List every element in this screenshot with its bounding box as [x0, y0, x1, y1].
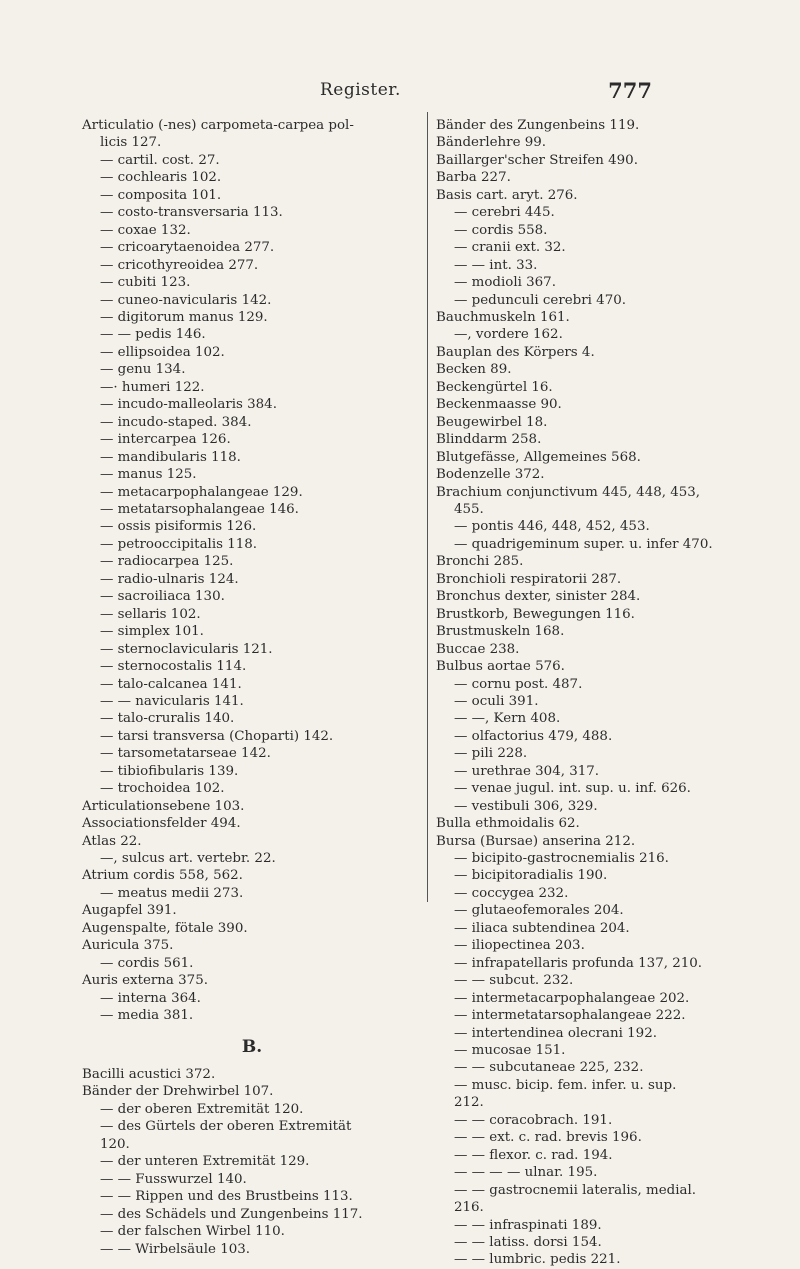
index-entry: — intermetacarpophalangeae 202. [454, 990, 690, 1006]
index-entry: — cubiti 123. [100, 275, 191, 291]
index-entry: — — ext. c. rad. brevis 196. [454, 1130, 642, 1146]
index-entry: 216. [454, 1200, 484, 1216]
index-entry: — media 381. [100, 1008, 194, 1024]
index-entry: —, vordere 162. [454, 327, 563, 343]
index-entry: — des Schädels und Zungenbeins 117. [100, 1206, 363, 1222]
index-entry: Bauchmuskeln 161. [436, 309, 570, 325]
index-entry: Bodenzelle 372. [436, 467, 545, 483]
index-entry: Bacilli acustici 372. [82, 1067, 216, 1083]
index-entry: — mandibularis 118. [100, 449, 241, 465]
index-entry: Bauplan des Körpers 4. [436, 344, 595, 360]
index-entry: Barba 227. [436, 170, 511, 186]
index-entry: — talo-cruralis 140. [100, 711, 235, 727]
index-entry: — quadrigeminum super. u. infer 470. [454, 536, 713, 552]
index-entry: Bänderlehre 99. [436, 135, 547, 151]
index-entry: Baillarger'scher Streifen 490. [436, 152, 638, 168]
index-entry: — genu 134. [100, 362, 186, 378]
index-entry: — pedunculi cerebri 470. [454, 292, 626, 308]
index-entry: — incudo-malleolaris 384. [100, 397, 277, 413]
index-entry: 455. [454, 501, 484, 517]
index-entry: — composita 101. [100, 187, 222, 203]
index-entry: — cricoarytaenoidea 277. [100, 240, 275, 256]
index-entry: 120. [100, 1136, 130, 1152]
index-entry: Beckenmaasse 90. [436, 397, 562, 413]
index-entry: — cornu post. 487. [454, 676, 583, 692]
index-entry: — cerebri 445. [454, 205, 555, 221]
index-entry: — radio-ulnaris 124. [100, 571, 239, 587]
index-entry: — oculi 391. [454, 693, 539, 709]
index-entry: Auricula 375. [82, 938, 174, 954]
index-entry: — intertendinea olecrani 192. [454, 1025, 657, 1041]
index-entry: — intermetatarsophalangeae 222. [454, 1008, 686, 1024]
index-entry: — sacroiliaca 130. [100, 589, 225, 605]
index-entry: — simplex 101. [100, 624, 204, 640]
index-entry: — — pedis 146. [100, 327, 206, 343]
index-entry: —, sulcus art. vertebr. 22. [100, 851, 276, 867]
index-entry: — pili 228. [454, 746, 528, 762]
index-entry: — — Fusswurzel 140. [100, 1171, 247, 1187]
index-entry: Augenspalte, fötale 390. [82, 920, 248, 936]
index-entry: — glutaeofemorales 204. [454, 903, 624, 919]
index-entry: — tarsi transversa (Choparti) 142. [100, 728, 334, 744]
index-entry: — der falschen Wirbel 110. [100, 1224, 285, 1240]
index-entry: — infrapatellaris profunda 137, 210. [454, 955, 703, 971]
running-title: Register. [320, 80, 401, 100]
index-entry: — radiocarpea 125. [100, 554, 234, 570]
index-entry: — —, Kern 408. [454, 711, 561, 727]
index-entry: Bursa (Bursae) anserina 212. [436, 833, 636, 849]
index-entry: Articulatio (-nes) carpometa-carpea pol- [82, 118, 354, 133]
index-entry: — digitorum manus 129. [100, 309, 268, 325]
index-entry: — trochoidea 102. [100, 781, 225, 797]
index-entry: — urethrae 304, 317. [454, 763, 600, 779]
column-divider [427, 112, 428, 902]
section-heading: B. [241, 1036, 263, 1057]
index-entry: — — — — ulnar. 195. [454, 1165, 598, 1181]
index-entry: — coxae 132. [100, 222, 191, 238]
index-entry: — — flexor. c. rad. 194. [454, 1147, 613, 1163]
index-entry: — petrooccipitalis 118. [100, 536, 258, 552]
index-entry: — — latiss. dorsi 154. [454, 1235, 602, 1250]
index-entry: — cartil. cost. 27. [100, 152, 220, 168]
index-entry: Blinddarm 258. [436, 432, 542, 448]
index-entry: Bronchioli respiratorii 287. [436, 571, 622, 587]
index-entry: — cranii ext. 32. [454, 240, 566, 256]
index-entry: — sternoclavicularis 121. [100, 641, 273, 657]
index-entry: Articulationsebene 103. [82, 798, 245, 814]
index-entry: — incudo-staped. 384. [100, 414, 252, 430]
index-entry: Bulbus aortae 576. [436, 659, 565, 675]
index-entry: — meatus medii 273. [100, 885, 244, 901]
index-entry: — — lumbric. pedis 221. [454, 1252, 621, 1268]
index-entry: — cordis 558. [454, 222, 548, 238]
index-entry: — costo-transversaria 113. [100, 205, 283, 221]
index-entry: Buccae 238. [436, 641, 520, 657]
index-entry: — — gastrocnemii lateralis, medial. [454, 1182, 697, 1198]
index-entry: — coccygea 232. [454, 885, 569, 901]
index-entry: — des Gürtels der oberen Extremität [100, 1119, 352, 1135]
index-entry: — cochlearis 102. [100, 170, 222, 186]
index-entry: — — int. 33. [454, 257, 538, 273]
index-entry: — — infraspinati 189. [454, 1217, 602, 1233]
index-entry: Bronchi 285. [436, 554, 524, 570]
index-entry: Brustmuskeln 168. [436, 624, 565, 640]
index-entry: — venae jugul. int. sup. u. inf. 626. [454, 781, 691, 797]
index-entry: — talo-calcanea 141. [100, 676, 242, 692]
index-entry: Atlas 22. [82, 833, 142, 849]
index-entry: Augapfel 391. [82, 903, 177, 919]
index-entry: Brustkorb, Bewegungen 116. [436, 606, 635, 622]
index-entry: Blutgefässe, Allgemeines 568. [436, 449, 641, 465]
index-entry: — — navicularis 141. [100, 693, 244, 709]
index-entry: Atrium cordis 558, 562. [82, 868, 243, 884]
index-entry: — bicipito-gastrocnemialis 216. [454, 851, 669, 867]
index-entry: — olfactorius 479, 488. [454, 728, 613, 744]
index-entry: Bronchus dexter, sinister 284. [436, 589, 641, 605]
index-entry: Bänder der Drehwirbel 107. [82, 1084, 274, 1100]
index-entry: — der unteren Extremität 129. [100, 1154, 310, 1170]
page-number: 777 [608, 78, 652, 103]
index-entry: Bänder des Zungenbeins 119. [436, 118, 640, 133]
index-entry: — pontis 446, 448, 452, 453. [454, 519, 650, 535]
index-entry: — cuneo-navicularis 142. [100, 292, 272, 308]
index-entry: Bulla ethmoidalis 62. [436, 816, 580, 832]
index-entry: Auris externa 375. [82, 973, 208, 989]
index-column-left [82, 117, 422, 1258]
index-entry: — — Wirbelsäule 103. [100, 1241, 251, 1257]
index-entry: —· humeri 122. [100, 379, 205, 395]
index-entry: — sternocostalis 114. [100, 659, 247, 675]
index-entry: licis 127. [100, 135, 162, 151]
index-entry: Associationsfelder 494. [82, 816, 241, 832]
page-header [0, 80, 800, 110]
index-entry: — manus 125. [100, 467, 197, 483]
index-entry: — sellaris 102. [100, 606, 201, 622]
index-entry: — intercarpea 126. [100, 432, 231, 448]
index-entry: — der oberen Extremität 120. [100, 1101, 304, 1117]
index-entry: — — subcut. 232. [454, 973, 574, 989]
index-entry: — tarsometatarseae 142. [100, 746, 271, 762]
index-entry: Basis cart. aryt. 276. [436, 187, 578, 203]
index-entry: — vestibuli 306, 329. [454, 798, 598, 814]
index-entry: Beckengürtel 16. [436, 379, 553, 395]
index-entry: — modioli 367. [454, 275, 556, 291]
index-entry: — mucosae 151. [454, 1043, 566, 1059]
index-entry: — tibiofibularis 139. [100, 763, 239, 779]
index-entry: — — subcutaneae 225, 232. [454, 1060, 644, 1076]
index-entry: 212. [454, 1095, 484, 1111]
index-entry: — bicipitoradialis 190. [454, 868, 608, 884]
index-entry: Beugewirbel 18. [436, 414, 548, 430]
index-entry: — cordis 561. [100, 955, 194, 971]
index-entry: Becken 89. [436, 362, 512, 378]
index-entry: — ellipsoidea 102. [100, 344, 225, 360]
index-entry: — cricothyreoidea 277. [100, 257, 259, 273]
index-entry: — musc. bicip. fem. infer. u. sup. [454, 1077, 677, 1093]
index-entry: — metatarsophalangeae 146. [100, 501, 299, 517]
index-entry: — — Rippen und des Brustbeins 113. [100, 1189, 353, 1205]
index-column-right [436, 117, 736, 1269]
index-entry: — iliaca subtendinea 204. [454, 920, 630, 936]
index-entry: — metacarpophalangeae 129. [100, 484, 303, 500]
index-entry: — — coracobrach. 191. [454, 1112, 613, 1128]
index-entry: Brachium conjunctivum 445, 448, 453, [436, 484, 701, 500]
index-entry: — interna 364. [100, 990, 201, 1006]
index-entry: — iliopectinea 203. [454, 938, 585, 954]
index-entry: — ossis pisiformis 126. [100, 519, 257, 535]
